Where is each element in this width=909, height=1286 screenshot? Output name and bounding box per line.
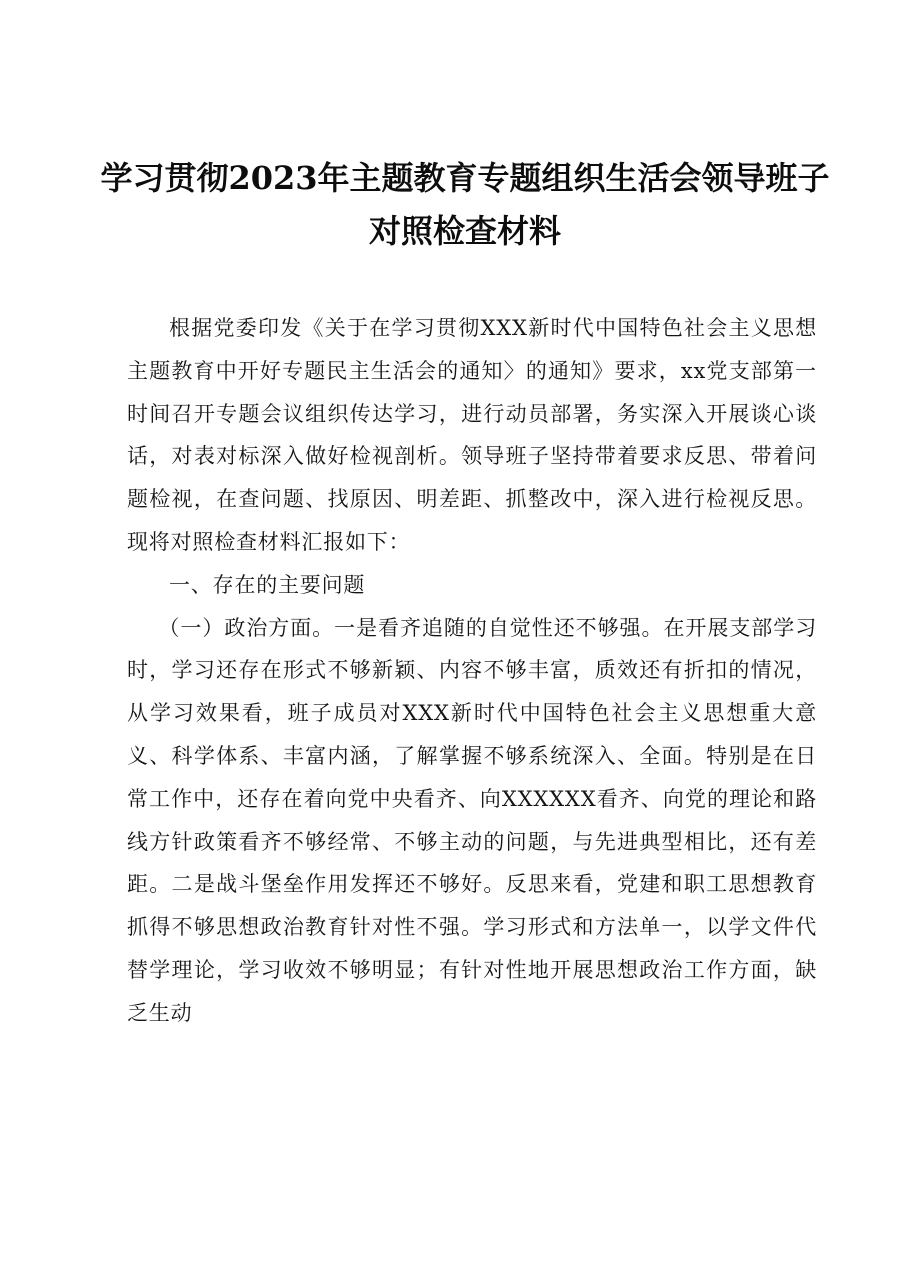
intro-paragraph: 根据党委印发《关于在学习贯彻XXX新时代中国特色社会主义思想主题教育中开好专题民主生活会的通知〉的通知》要求，xx党支部第一时间召开专题会议组织传达学习，进行动员部署，务实深入开展谈心谈话，对表对标深入做好检视剖析。领导班子坚持带着要求反思、带着问题检视，在查问题、找原因、明差距、抓整改中，深入进行检视反思。现将对照检查材料汇报如下：	[127, 316, 817, 554]
document-title: 学习贯彻2023年主题教育专题组织生活会领导班子对照检查材料	[100, 159, 830, 250]
political-aspect-paragraph: （一）政治方面。一是看齐追随的自觉性还不够强。在开展支部学习时，学习还存在形式不够新颖、内容不够丰富，质效还有折扣的情况，从学习效果看，班子成员对XXX新时代中国特色社会主义思想重大意义、科学体系、丰富内涵，了解掌握不够系统深入、全面。特别是在日常工作中，还存在着向党中央看齐、向XXXXXX看齐、向党的理论和路线方针政策看齐不够经常、不够主动的问题，与先进典型相比，还有差距。二是战斗堡垒作用发挥还不够好。反思来看，党建和职工思想教育抓得不够思想政治教育针对性不强。学习形式和方法单一，以学文件代替学理论，学习收效不够明显；有针对性地开展思想政治工作方面，缺乏生动	[127, 615, 817, 1025]
section-heading: 一、存在的主要问题	[169, 572, 366, 597]
document-body	[127, 307, 817, 1035]
